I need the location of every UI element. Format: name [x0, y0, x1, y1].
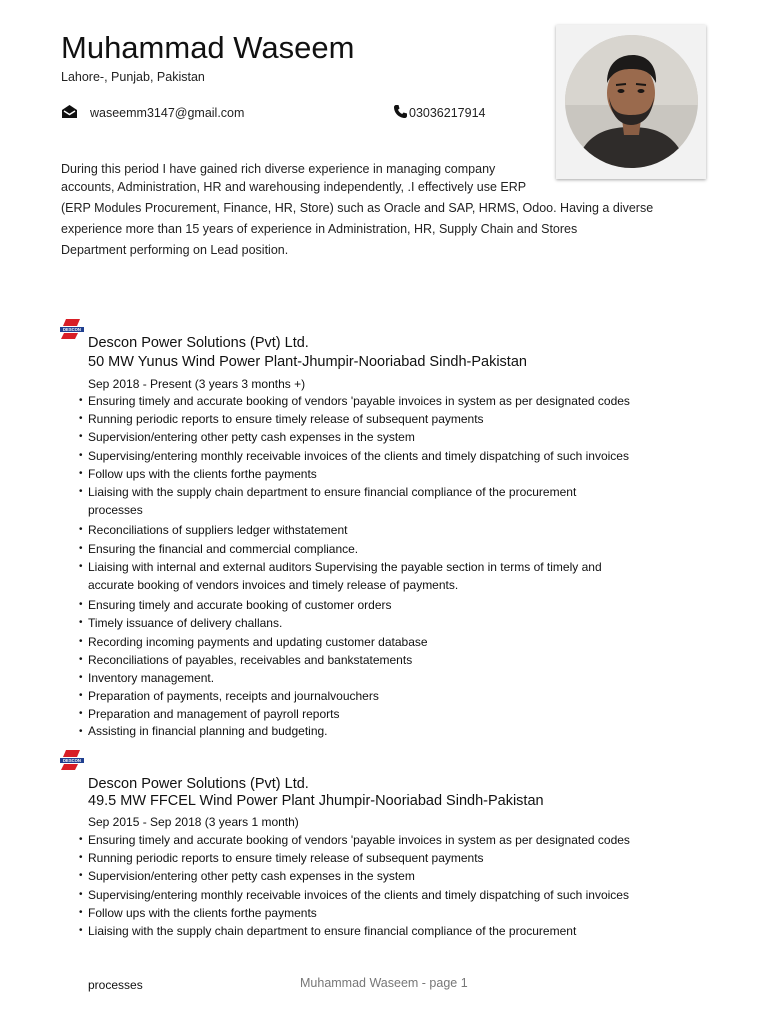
- company-name: Descon Power Solutions (Pvt) Ltd.: [88, 776, 309, 792]
- candidate-location: Lahore-, Punjab, Pakistan: [61, 70, 205, 84]
- list-item: • Follow ups with the clients forthe payments: [79, 465, 679, 483]
- list-item: • Supervising/entering monthly receivable invoices of the clients and timely dispatching of such invoices: [79, 886, 679, 904]
- list-item: • Supervision/entering other petty cash expenses in the system: [79, 428, 679, 446]
- envelope-icon: [61, 104, 78, 119]
- list-item: • Assisting in financial planning and budgeting.: [79, 724, 679, 739]
- list-item: • Supervision/entering other petty cash expenses in the system: [79, 867, 679, 885]
- svg-text:DESCON: DESCON: [63, 327, 81, 332]
- list-item: • Follow ups with the clients forthe payments: [79, 904, 679, 922]
- candidate-name: Muhammad Waseem: [61, 30, 355, 65]
- employment-dates: Sep 2018 - Present (3 years 3 months +): [88, 377, 306, 391]
- duties-list: [79, 392, 679, 739]
- duties-list: [79, 831, 679, 940]
- list-item: • Ensuring timely and accurate booking of customer orders: [79, 596, 679, 614]
- list-item: • Ensuring the financial and commercial compliance.: [79, 540, 679, 558]
- summary-line: During this period I have gained rich diverse experience in managing company: [61, 162, 496, 176]
- email-link[interactable]: waseemm3147@gmail.com: [90, 106, 245, 120]
- profile-photo: [565, 35, 698, 168]
- company-logo: [60, 318, 84, 340]
- list-item: • Reconciliations of suppliers ledger withstatement: [79, 521, 679, 539]
- company-logo: [60, 749, 84, 771]
- project-title: 49.5 MW FFCEL Wind Power Plant Jhumpir-Nooriabad Sindh-Pakistan: [88, 793, 544, 809]
- list-item: • Recording incoming payments and updating customer database: [79, 633, 679, 651]
- company-name: Descon Power Solutions (Pvt) Ltd.: [88, 335, 309, 351]
- list-item: • Supervising/entering monthly receivable invoices of the clients and timely dispatching of such invoices: [79, 447, 679, 465]
- list-item: • Liaising with the supply chain department to ensure financial compliance of the procurement processes: [79, 483, 628, 519]
- list-item: • Inventory management.: [79, 669, 679, 687]
- list-item: • Running periodic reports to ensure timely release of subsequent payments: [79, 410, 679, 428]
- list-item: • Preparation and management of payroll reports: [79, 705, 679, 723]
- list-item: • Timely issuance of delivery challans.: [79, 614, 679, 632]
- phone-icon: [393, 104, 408, 119]
- employment-dates: Sep 2015 - Sep 2018 (3 years 1 month): [88, 815, 299, 829]
- list-item: • Reconciliations of payables, receivables and bankstatements: [79, 651, 679, 669]
- summary-line: experience more than 15 years of experience in Administration, HR, Supply Chain and Stores: [61, 222, 578, 236]
- summary-line: (ERP Modules Procurement, Finance, HR, Store) such as Oracle and SAP, HRMS, Odoo. Having a diverse: [61, 201, 654, 215]
- profile-summary: [61, 160, 671, 261]
- summary-line: Department performing on Lead position.: [61, 243, 289, 257]
- list-item: • Ensuring timely and accurate booking of vendors 'payable invoices in system as per designated codes: [79, 392, 679, 410]
- list-item: • Running periodic reports to ensure timely release of subsequent payments: [79, 849, 679, 867]
- project-title: 50 MW Yunus Wind Power Plant-Jhumpir-Nooriabad Sindh-Pakistan: [88, 354, 527, 370]
- profile-photo-frame: [556, 25, 706, 179]
- continued-text: processes: [88, 978, 143, 992]
- list-item: • Liaising with internal and external auditors Supervising the payable section in terms of timely and accurate booking of vendors invoices and timely release of payments.: [79, 558, 643, 594]
- summary-line: accounts, Administration, HR and warehousing independently, .I effectively use ERP: [61, 180, 527, 194]
- list-item: • Liaising with the supply chain department to ensure financial compliance of the procurement: [79, 922, 679, 940]
- list-item: • Ensuring timely and accurate booking of vendors 'payable invoices in system as per designated codes: [79, 831, 679, 849]
- svg-text:DESCON: DESCON: [63, 758, 81, 763]
- list-item: • Preparation of payments, receipts and journalvouchers: [79, 687, 679, 705]
- phone-number[interactable]: 03036217914: [409, 106, 486, 120]
- page-footer: Muhammad Waseem - page 1: [300, 976, 468, 990]
